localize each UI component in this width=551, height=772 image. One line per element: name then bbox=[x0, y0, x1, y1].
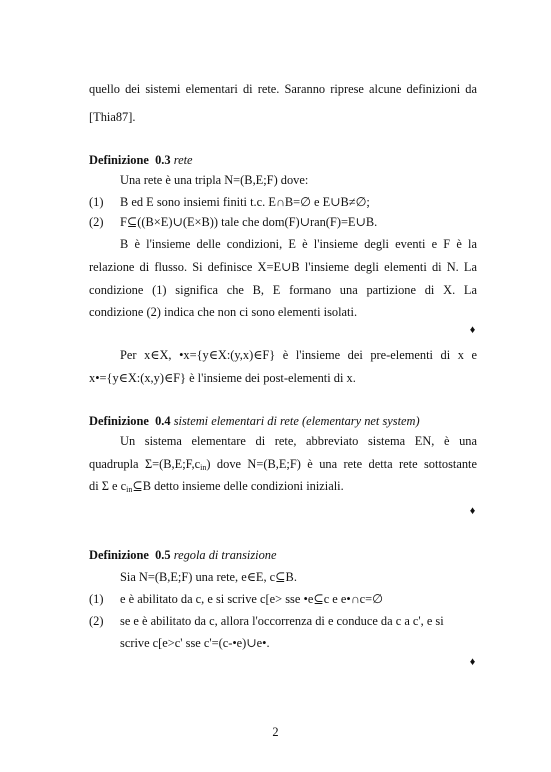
definition-0-3-intro: Una rete è una tripla N=(B,E;F) dove: bbox=[120, 173, 309, 187]
paragraph-line: di Σ e $c_{in}⊆B$ detto insieme delle condizioni iniziali. bbox=[89, 479, 344, 494]
paragraph-line: condizione (1) significa che B, E formano una partizione di X. La bbox=[89, 283, 477, 297]
rule-2-number: (2) bbox=[89, 614, 104, 628]
rule-2-continuation: scrive c[e>c' sse c'=(c-•e)∪e•. bbox=[120, 636, 270, 650]
definition-title: regola di transizione bbox=[173, 548, 277, 562]
condition-1-text: B ed E sono insiemi finiti t.c. E∩B=∅ e E∪B≠∅; bbox=[120, 195, 370, 209]
definition-0-4-heading bbox=[89, 414, 420, 428]
condition-2-number: (2) bbox=[89, 215, 104, 229]
paragraph-line: relazione di flusso. Si definisce X=E∪B l'insieme degli elementi di N. La bbox=[89, 260, 477, 274]
post-elements-line: x•={y∈X:(x,y)∈F} è l'insieme dei post-elementi di x. bbox=[89, 371, 356, 385]
paragraph-line: condizione (2) indica che non ci sono elementi isolati. bbox=[89, 305, 358, 319]
definition-number: 0.3 bbox=[155, 153, 171, 167]
pre-elements-line: Per x∈X, •x={y∈X:(y,x)∈F} è l'insieme dei pre-elementi di x e bbox=[120, 348, 477, 362]
paragraph-line: B è l'insieme delle condizioni, E è l'insieme degli eventi e F è la bbox=[120, 237, 477, 251]
condition-2-text: F⊆((B×E)∪(E×B)) tale che dom(F)∪ran(F)=E∪B. bbox=[120, 215, 378, 229]
paragraph-line: Un sistema elementare di rete, abbreviato sistema EN, è una bbox=[120, 434, 477, 448]
definition-0-3-heading bbox=[89, 153, 193, 167]
rule-2-text: se e è abilitato da c, allora l'occorrenza di e conduce da c a c', e si bbox=[120, 614, 444, 628]
rule-1-text: e è abilitato da c, e si scrive c[e> sse •e⊆c e e•∩c=∅ bbox=[120, 592, 383, 606]
definition-0-5-heading bbox=[89, 548, 277, 562]
definition-number: 0.4 bbox=[155, 414, 171, 428]
intro-line-2: [Thia87]. bbox=[89, 110, 136, 124]
definition-number: 0.5 bbox=[155, 548, 171, 562]
rule-1-number: (1) bbox=[89, 592, 104, 606]
intro-line-1: quello dei sistemi elementari di rete. Saranno riprese alcune definizioni da bbox=[89, 82, 477, 96]
definition-title: sistemi elementari di rete (elementary net system) bbox=[173, 414, 420, 428]
paragraph-line: quadrupla $\Sigma=(B,E;F,c_{in})$ dove N=(B,E;F) è una rete detta rete sottostante bbox=[89, 457, 477, 472]
definition-label: Definizione bbox=[89, 153, 149, 167]
definition-label: Definizione bbox=[89, 414, 149, 428]
condition-1-number: (1) bbox=[89, 195, 104, 209]
definition-label: Definizione bbox=[89, 548, 149, 562]
definition-0-5-intro: Sia N=(B,E;F) una rete, e∈E, c⊆B. bbox=[120, 570, 297, 584]
end-of-definition-diamond-icon: ♦ bbox=[469, 324, 476, 336]
end-of-definition-diamond-icon: ♦ bbox=[469, 656, 476, 668]
definition-title: rete bbox=[173, 153, 193, 167]
page-number: 2 bbox=[272, 725, 279, 739]
end-of-definition-diamond-icon: ♦ bbox=[469, 505, 476, 517]
